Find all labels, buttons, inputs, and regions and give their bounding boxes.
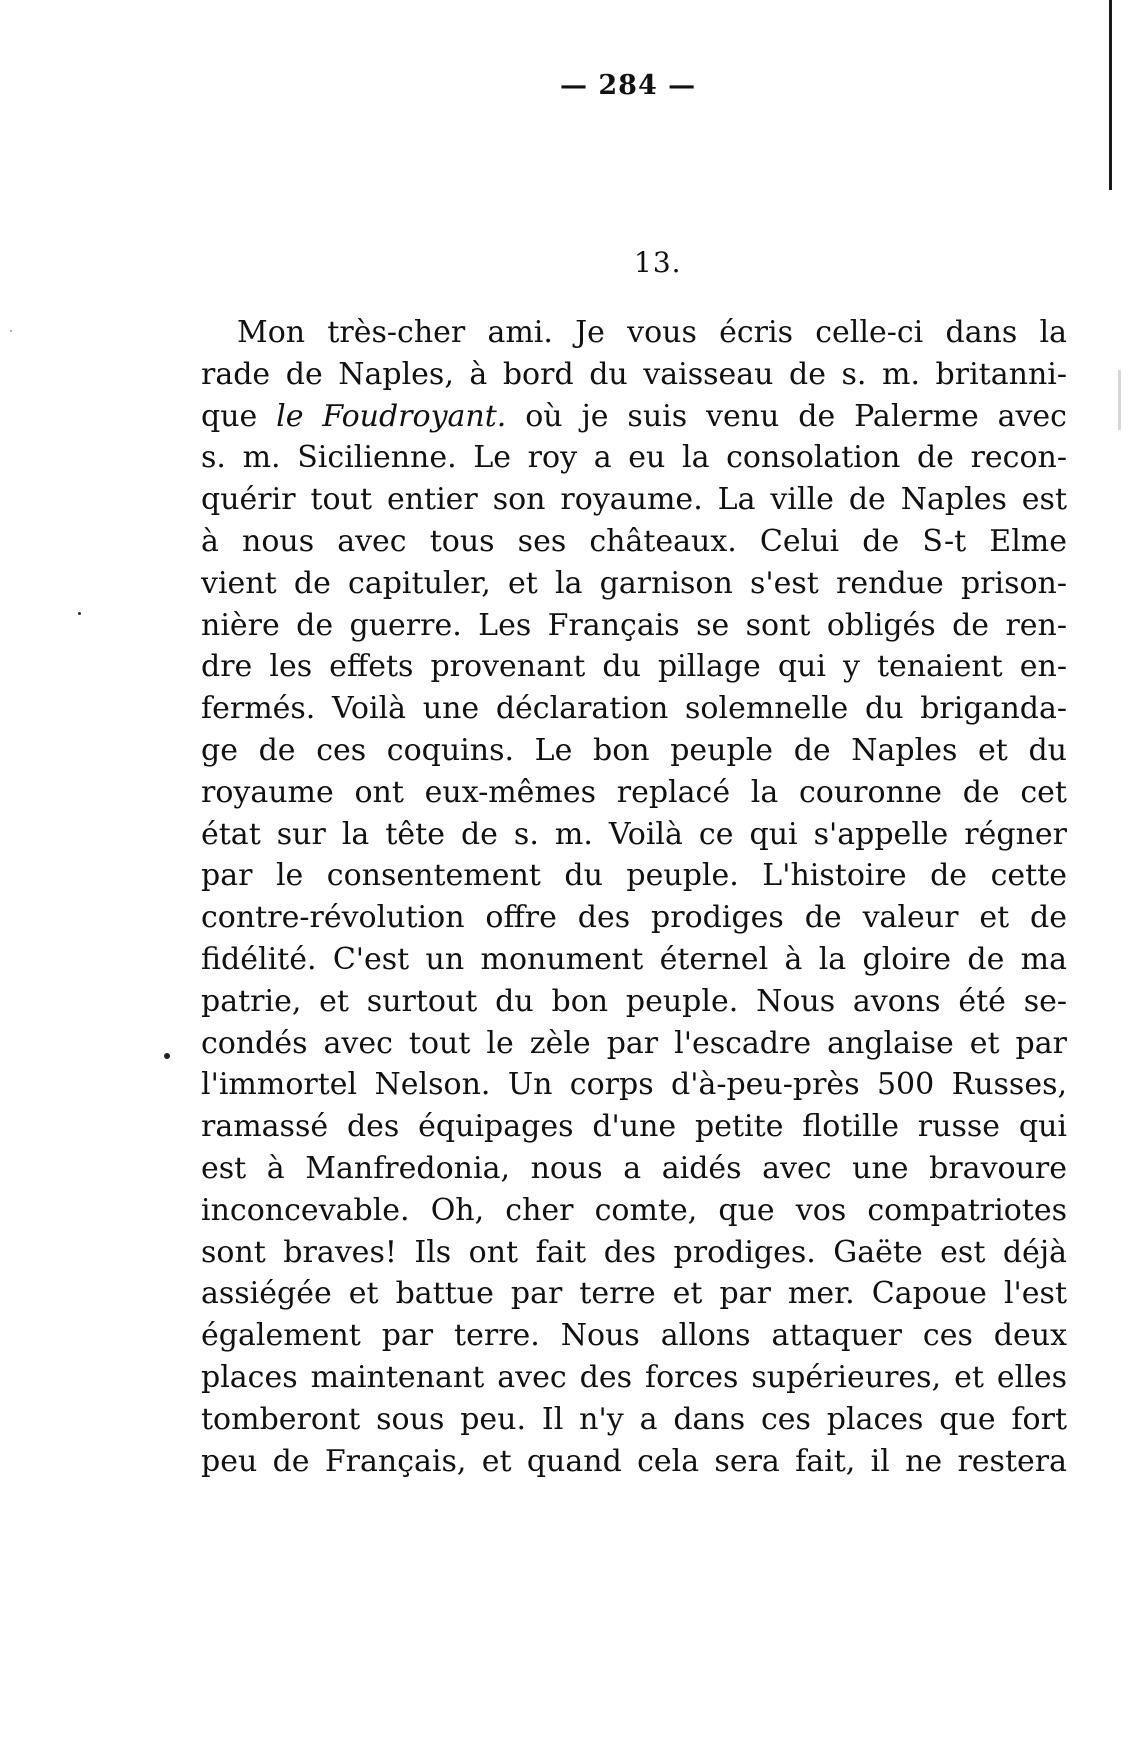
text-line-segment: assiégée et battue par terre et par mer. Capoue l'est	[201, 1276, 1067, 1312]
text-line	[201, 855, 1067, 897]
letter-number: 13.	[634, 246, 682, 279]
text-line	[201, 981, 1067, 1023]
scan-speck	[78, 612, 81, 615]
text-line-segment: patrie, et surtout du bon peuple. Nous avons été se-	[201, 983, 1067, 1019]
text-line-segment: peu de Français, et quand cela sera fait, il ne restera	[201, 1443, 1067, 1479]
text-line-segment: est à Manfredonia, nous a aidés avec une bravoure	[201, 1150, 1067, 1186]
text-line	[201, 563, 1067, 605]
text-line-segment: où je suis venu de Palerme avec	[506, 398, 1067, 434]
text-line	[201, 1273, 1067, 1315]
text-line-segment: ramassé des équipages d'une petite flotille russe qui	[201, 1109, 1067, 1145]
scan-speck	[1118, 370, 1121, 430]
text-line	[201, 1357, 1067, 1399]
text-line	[201, 1232, 1067, 1274]
text-line-segment: que	[201, 398, 277, 434]
text-line	[201, 688, 1067, 730]
text-line	[201, 521, 1067, 563]
text-line	[201, 1023, 1067, 1065]
text-line	[201, 479, 1067, 521]
text-line	[201, 1399, 1067, 1441]
text-line-segment: également par terre. Nous allons attaquer ces deux	[201, 1318, 1067, 1354]
text-line	[201, 605, 1067, 647]
text-line-segment: s. m. Sicilienne. Le roy a eu la consolation de recon-	[201, 440, 1067, 476]
text-line-segment: vient de capituler, et la garnison s'est rendue prison-	[201, 565, 1067, 601]
text-line-segment: Mon très-cher ami. Je vous écris celle-ci dans la	[237, 315, 1067, 350]
text-line	[201, 1441, 1067, 1483]
text-line	[201, 1190, 1067, 1232]
text-line-segment: par le consentement du peuple. L'histoire de cette	[201, 858, 1067, 894]
page-number: — 284 —	[560, 70, 697, 101]
text-line-segment: contre-révolution offre des prodiges de valeur et de	[201, 900, 1067, 936]
text-line	[201, 437, 1067, 479]
text-line	[201, 939, 1067, 981]
text-line	[201, 730, 1067, 772]
text-line-segment: à nous avec tous ses châteaux. Celui de S-t Elme	[201, 523, 1067, 559]
text-line	[201, 1148, 1067, 1190]
text-line	[201, 354, 1067, 396]
text-line-segment: ge de ces coquins. Le bon peuple de Naples et du	[201, 732, 1067, 768]
text-line	[201, 396, 1067, 438]
text-line	[201, 312, 1067, 354]
text-line-segment: fidélité. C'est un monument éternel à la gloire de ma	[201, 941, 1067, 977]
text-line	[201, 772, 1067, 814]
text-line-segment: fermés. Voilà une déclaration solemnelle du briganda-	[201, 691, 1067, 727]
text-line-segment: nière de guerre. Les Français se sont obligés de ren-	[201, 607, 1067, 643]
text-line	[201, 814, 1067, 856]
page-edge-rule	[1109, 0, 1112, 190]
text-line-segment: sont braves! Ils ont fait des prodiges. Gaëte est déjà	[201, 1234, 1067, 1270]
text-line-segment: quérir tout entier son royaume. La ville de Naples est	[201, 482, 1067, 518]
text-line	[201, 1106, 1067, 1148]
ship-name: le Foudroyant.	[276, 398, 507, 434]
text-line	[201, 1064, 1067, 1106]
scan-speck	[10, 330, 12, 332]
text-line	[201, 646, 1067, 688]
text-line-segment: places maintenant avec des forces supérieures, et elles	[201, 1359, 1067, 1395]
margin-bullet	[164, 1053, 170, 1059]
text-line-segment: condés avec tout le zèle par l'escadre anglaise et par	[201, 1025, 1067, 1061]
text-line-segment: royaume ont eux-mêmes replacé la couronne de cet	[201, 774, 1067, 810]
letter-body	[201, 312, 1067, 1482]
text-line-segment: dre les effets provenant du pillage qui y tenaient en-	[201, 649, 1067, 685]
text-line-segment: rade de Naples, à bord du vaisseau de s. m. britanni-	[201, 356, 1067, 392]
text-line	[201, 1315, 1067, 1357]
text-line	[201, 897, 1067, 939]
text-line-segment: inconcevable. Oh, cher comte, que vos compatriotes	[201, 1192, 1067, 1228]
text-line-segment: état sur la tête de s. m. Voilà ce qui s'appelle régner	[201, 816, 1067, 852]
text-line-segment: tomberont sous peu. Il n'y a dans ces places que fort	[201, 1401, 1067, 1437]
text-line-segment: l'immortel Nelson. Un corps d'à-peu-près 500 Russes,	[201, 1067, 1067, 1103]
